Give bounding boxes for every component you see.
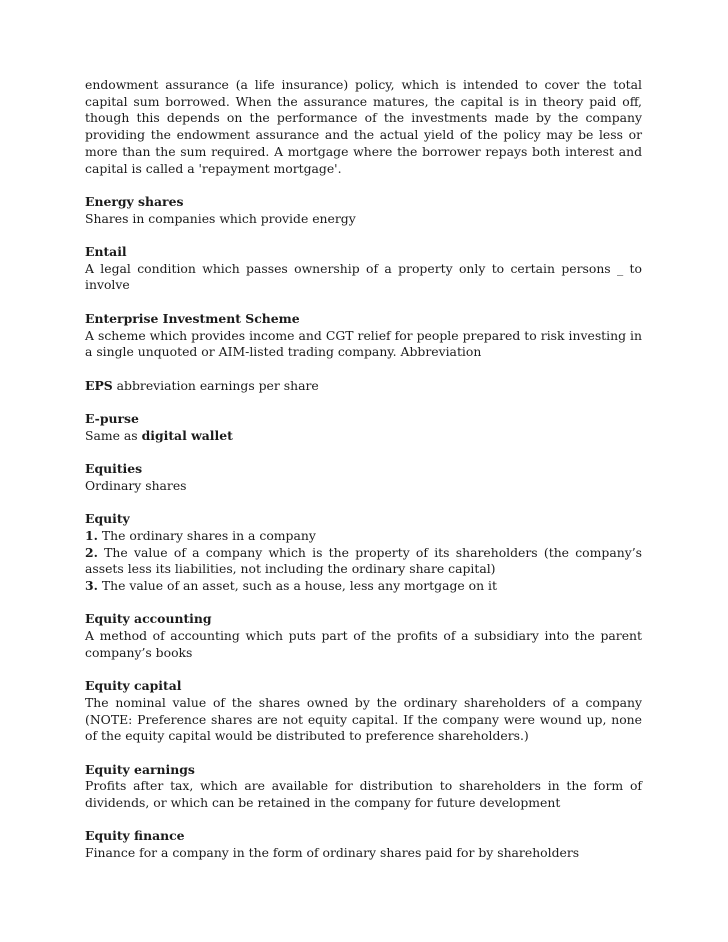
- entry-definition: Finance for a company in the form of ordinary shares paid for by shareholders: [85, 845, 580, 861]
- entry-definition: Profits after tax, which are available for distribution to shareholders in the form of dividends, or which can be retained in the company for future development: [85, 778, 642, 811]
- sense-text: The value of a company which is the property of its shareholders (the company’s assets less its liabilities, not including the ordinary share capital): [85, 544, 642, 577]
- entry-equity-earnings: [85, 762, 642, 812]
- entry-e-purse: [85, 411, 642, 444]
- entry-sense-2: [85, 545, 642, 578]
- entry-equity-accounting: [85, 611, 642, 661]
- entry-enterprise-investment-scheme: [85, 311, 642, 361]
- entry-sense-1: [85, 528, 642, 545]
- entry-equity: [85, 511, 642, 595]
- sense-text: The value of an asset, such as a house, less any mortgage on it: [97, 577, 497, 593]
- entry-term: Equities: [85, 461, 143, 477]
- entry-definition: A legal condition which passes ownership of a property only to certain persons _ to involve: [85, 260, 642, 293]
- entry-term: Equity: [85, 511, 130, 527]
- entry-equity-finance: [85, 828, 642, 861]
- entry-definition: Shares in companies which provide energy: [85, 210, 356, 226]
- entry-term: Equity finance: [85, 828, 185, 844]
- entry-energy-shares: [85, 194, 642, 227]
- entry-definition: abbreviation earnings per share: [112, 377, 319, 393]
- intro-paragraph: endowment assurance (a life insurance) policy, which is intended to cover the total capital sum borrowed. When the assurance matures, the capital is in theory paid off, though this depends on the performance of the investments made by the company providing the endowment assurance and the actual yield of the policy may be less or more than the sum required. A mortgage where the borrower repays both interest and capital is called a 'repayment mortgage'.: [85, 77, 642, 176]
- entry-definition: A scheme which provides income and CGT relief for people prepared to risk investing in a single unquoted or AIM-listed trading company. Abbreviation: [85, 327, 642, 360]
- entry-sense-3: [85, 578, 642, 595]
- entry-definition: A method of accounting which puts part of the profits of a subsidiary into the parent company’s books: [85, 628, 642, 660]
- entry-equity-capital: [85, 678, 642, 745]
- sense-text: The ordinary shares in a company: [97, 527, 316, 543]
- entry-term: E-purse: [85, 410, 139, 426]
- entry-term: Equity accounting: [85, 611, 212, 627]
- entry-definition: Ordinary shares: [85, 477, 187, 493]
- entry-term: Equity earnings: [85, 761, 195, 777]
- entry-eps: [85, 378, 642, 395]
- document-page: [85, 77, 642, 862]
- definition-prefix: Same as: [85, 427, 142, 443]
- entry-entail: [85, 244, 642, 294]
- entry-term: EPS: [85, 377, 113, 393]
- entry-definition: The nominal value of the shares owned by the ordinary shareholders of a company (NOTE: Preference shares are not equity capital. If the company were wound up, none of the equity capital would be distributed to preference shareholders.): [85, 694, 642, 744]
- entry-term: Equity capital: [85, 678, 182, 694]
- entry-equities: [85, 461, 642, 494]
- sense-number: 3.: [85, 577, 98, 593]
- sense-number: 2.: [85, 544, 98, 560]
- sense-number: 1.: [85, 527, 98, 543]
- entry-term: Entail: [85, 244, 127, 259]
- cross-reference-link[interactable]: digital wallet: [141, 427, 233, 443]
- entry-term: Enterprise Investment Scheme: [85, 310, 300, 326]
- entry-term: Energy shares: [85, 193, 184, 209]
- entry-definition: [85, 428, 642, 445]
